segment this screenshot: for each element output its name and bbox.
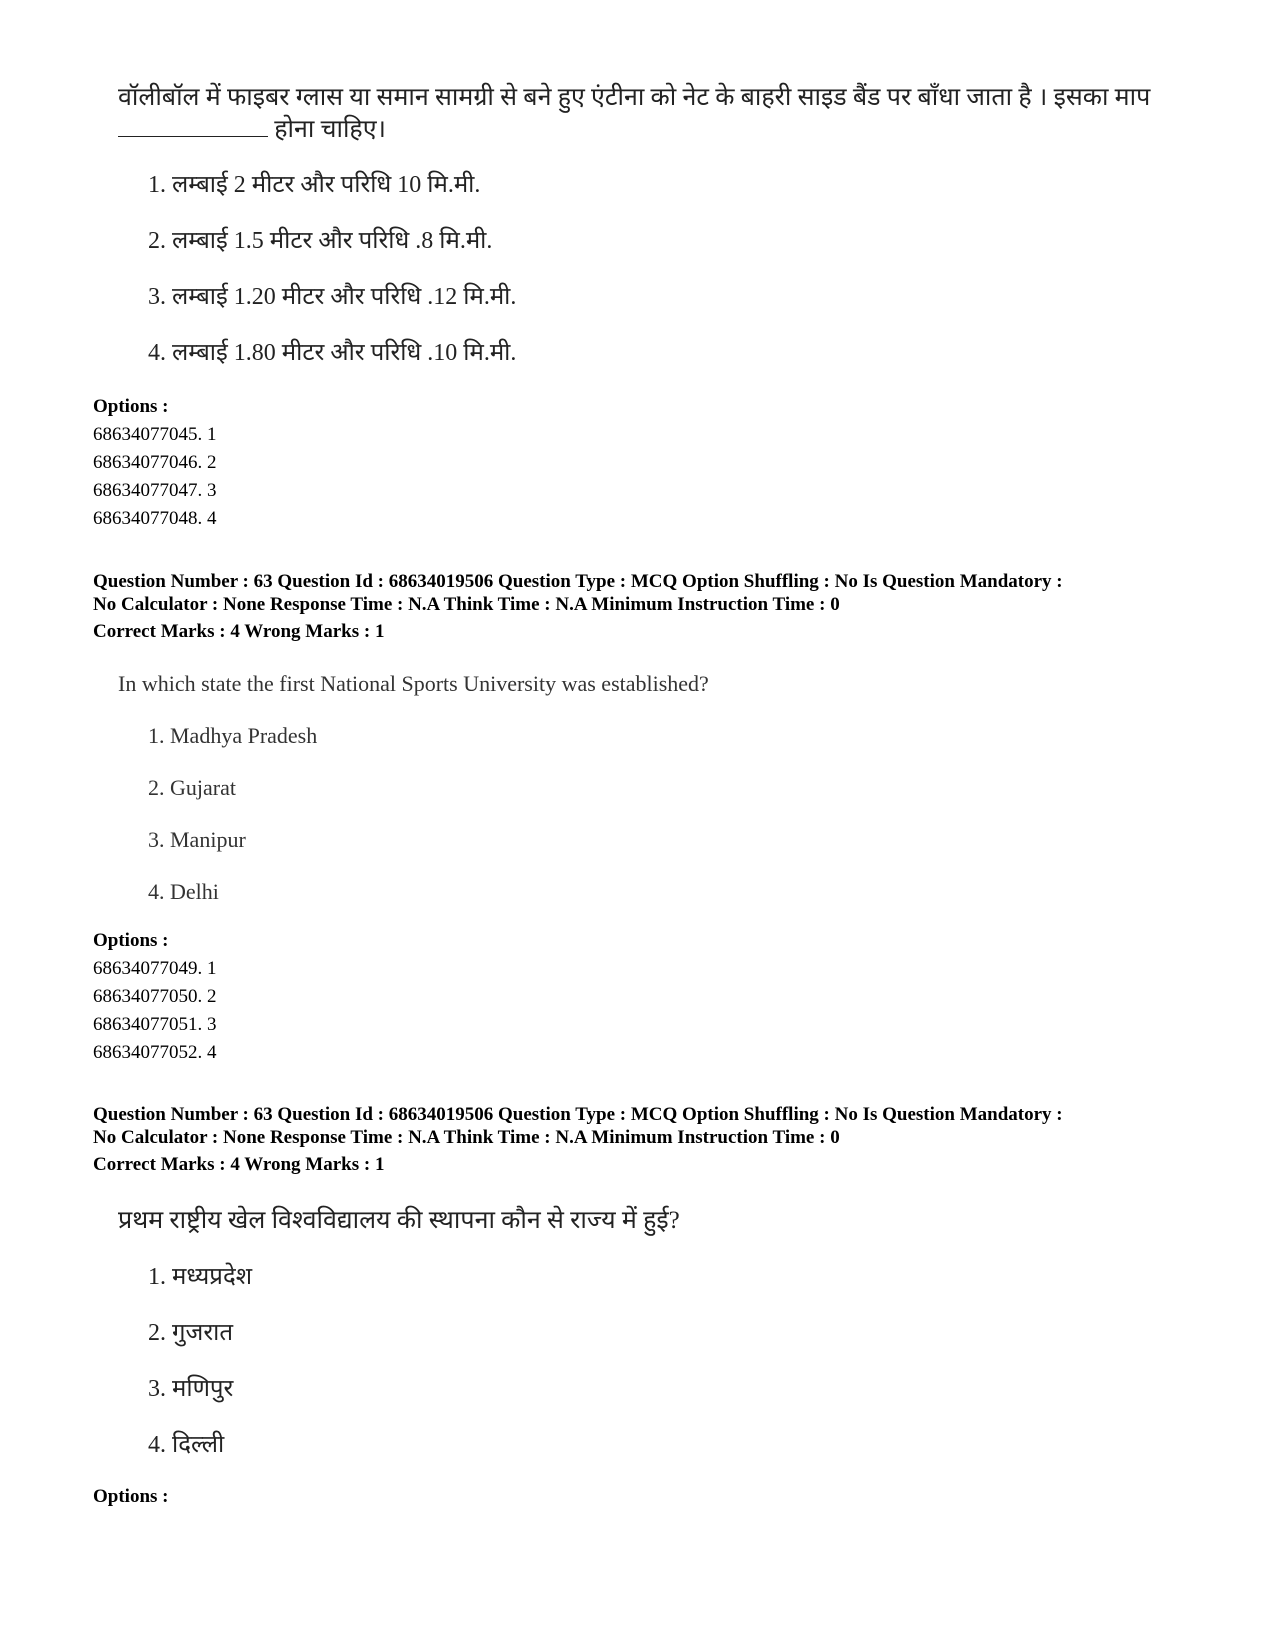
question-62-text-part1: वॉलीबॉल में फाइबर ग्लास या समान सामग्री से बने हुए एंटीना को नेट के बाहरी साइड बैंड पर बाँधा जाता है । इसका माप <box>118 84 1151 111</box>
question-63-en-marks: Correct Marks : 4 Wrong Marks : 1 <box>93 621 385 642</box>
question-62-option-id-3: 68634077047. 3 <box>93 480 217 501</box>
question-63-en-choice-3: 3. Manipur <box>148 827 246 852</box>
question-62-option-id-1: 68634077045. 1 <box>93 424 217 445</box>
question-63-en-text: In which state the first National Sports University was established? <box>118 671 709 696</box>
question-63-hi-choice-2: 2. गुजरात <box>148 1320 234 1346</box>
question-62-text-part2: होना चाहिए। <box>274 116 387 143</box>
question-63-en-option-id-4: 68634077052. 4 <box>93 1042 217 1063</box>
question-62-choice-3: 3. लम्बाई 1.20 मीटर और परिधि .12 मि.मी. <box>148 284 517 310</box>
question-62-options-label: Options : <box>93 396 169 417</box>
question-63-hi-meta-line-1: Question Number : 63 Question Id : 68634019506 Question Type : MCQ Option Shuffling : No Is Question Mandatory : <box>93 1104 1063 1125</box>
question-63-en-choice-2: 2. Gujarat <box>148 775 236 800</box>
question-63-en-meta-line-2: No Calculator : None Response Time : N.A Think Time : N.A Minimum Instruction Time : 0 <box>93 594 840 615</box>
question-63-hi-marks: Correct Marks : 4 Wrong Marks : 1 <box>93 1154 385 1175</box>
question-63-hi-meta-line-2: No Calculator : None Response Time : N.A Think Time : N.A Minimum Instruction Time : 0 <box>93 1127 840 1148</box>
question-62-choice-4: 4. लम्बाई 1.80 मीटर और परिधि .10 मि.मी. <box>148 340 517 366</box>
question-63-hi-choice-4: 4. दिल्ली <box>148 1432 225 1458</box>
fill-in-blank <box>118 114 268 137</box>
question-63-en-choice-1: 1. Madhya Pradesh <box>148 723 318 748</box>
question-63-en-meta-line-1: Question Number : 63 Question Id : 68634019506 Question Type : MCQ Option Shuffling : No Is Question Mandatory : <box>93 571 1063 592</box>
question-62-choice-2: 2. लम्बाई 1.5 मीटर और परिधि .8 मि.मी. <box>148 228 493 254</box>
question-62-option-id-4: 68634077048. 4 <box>93 508 217 529</box>
question-63-hi-options-label: Options : <box>93 1486 169 1507</box>
question-63-en-option-id-1: 68634077049. 1 <box>93 958 217 979</box>
question-62-choice-1: 1. लम्बाई 2 मीटर और परिधि 10 मि.मी. <box>148 172 481 198</box>
question-62-text <box>118 82 1158 146</box>
question-63-hi-choice-1: 1. मध्यप्रदेश <box>148 1264 253 1290</box>
question-63-en-option-id-3: 68634077051. 3 <box>93 1014 217 1035</box>
question-63-hi-text: प्रथम राष्ट्रीय खेल विश्वविद्यालय की स्थापना कौन से राज्य में हुई? <box>118 1207 680 1234</box>
question-62-option-id-2: 68634077046. 2 <box>93 452 217 473</box>
question-63-en-option-id-2: 68634077050. 2 <box>93 986 217 1007</box>
question-63-en-choice-4: 4. Delhi <box>148 879 219 904</box>
question-63-hi-choice-3: 3. मणिपुर <box>148 1376 234 1402</box>
question-63-en-options-label: Options : <box>93 930 169 951</box>
